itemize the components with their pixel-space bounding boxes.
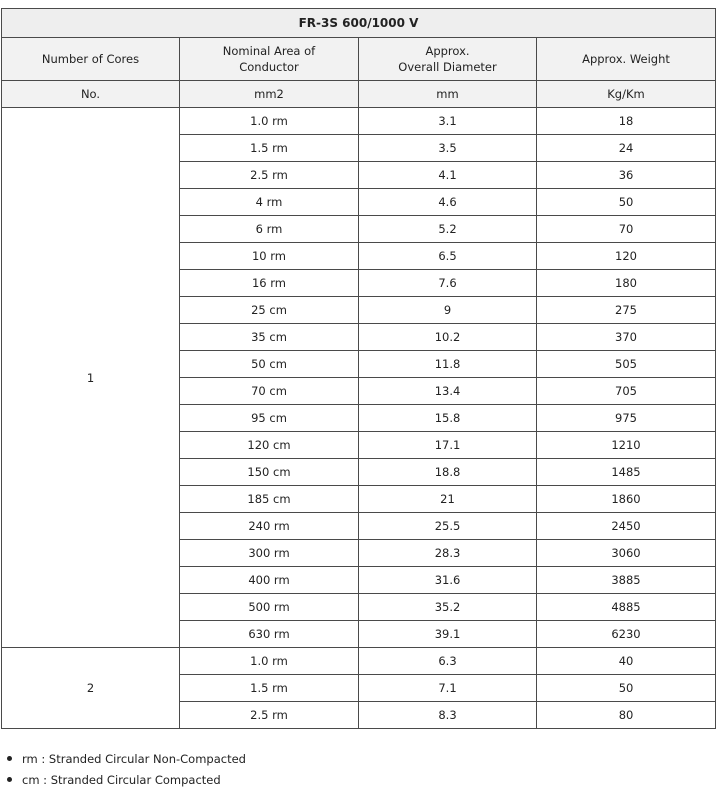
cell-overall-diameter: 31.6: [359, 567, 537, 594]
cell-weight: 370: [537, 324, 716, 351]
cell-nominal-area: 50 cm: [180, 351, 359, 378]
cell-nominal-area: 240 rm: [180, 513, 359, 540]
header-overall-diameter: [359, 38, 537, 81]
cell-nominal-area: 185 cm: [180, 486, 359, 513]
cell-nominal-area: 400 rm: [180, 567, 359, 594]
cell-weight: 1860: [537, 486, 716, 513]
cell-overall-diameter: 35.2: [359, 594, 537, 621]
cell-overall-diameter: 15.8: [359, 405, 537, 432]
cell-nominal-area: 500 rm: [180, 594, 359, 621]
bullet-icon: [7, 777, 12, 782]
cell-nominal-area: 10 rm: [180, 243, 359, 270]
cell-overall-diameter: 4.1: [359, 162, 537, 189]
header-nominal-area: [180, 38, 359, 81]
cell-nominal-area: 1.5 rm: [180, 135, 359, 162]
cell-weight: 3885: [537, 567, 716, 594]
note-text: cm : Stranded Circular Compacted: [22, 772, 221, 787]
cell-overall-diameter: 10.2: [359, 324, 537, 351]
cell-nominal-area: 70 cm: [180, 378, 359, 405]
cell-number-of-cores: 1: [2, 108, 180, 648]
cell-overall-diameter: 18.8: [359, 459, 537, 486]
cell-overall-diameter: 28.3: [359, 540, 537, 567]
cell-overall-diameter: 5.2: [359, 216, 537, 243]
cell-weight: 50: [537, 675, 716, 702]
cell-nominal-area: 95 cm: [180, 405, 359, 432]
header-number-of-cores: Number of Cores: [2, 38, 180, 81]
cell-overall-diameter: 7.6: [359, 270, 537, 297]
cell-weight: 80: [537, 702, 716, 729]
cell-weight: 975: [537, 405, 716, 432]
cell-overall-diameter: 6.3: [359, 648, 537, 675]
table-title: FR-3S 600/1000 V: [2, 9, 716, 38]
cell-nominal-area: 2.5 rm: [180, 702, 359, 729]
unit-area: mm2: [180, 81, 359, 108]
cell-weight: 70: [537, 216, 716, 243]
cell-nominal-area: 300 rm: [180, 540, 359, 567]
cell-overall-diameter: 13.4: [359, 378, 537, 405]
cell-overall-diameter: 25.5: [359, 513, 537, 540]
cell-overall-diameter: 9: [359, 297, 537, 324]
cell-weight: 1210: [537, 432, 716, 459]
table-row: [2, 108, 716, 135]
cell-overall-diameter: 4.6: [359, 189, 537, 216]
cell-overall-diameter: 3.1: [359, 108, 537, 135]
cell-overall-diameter: 21: [359, 486, 537, 513]
cell-weight: 1485: [537, 459, 716, 486]
cell-number-of-cores: 2: [2, 648, 180, 729]
cell-weight: 36: [537, 162, 716, 189]
bullet-icon: [7, 756, 12, 761]
header-overall-diameter-text: Approx. Overall Diameter: [398, 44, 497, 74]
cell-weight: 705: [537, 378, 716, 405]
cell-nominal-area: 120 cm: [180, 432, 359, 459]
cell-weight: 180: [537, 270, 716, 297]
cell-nominal-area: 1.0 rm: [180, 108, 359, 135]
cell-weight: 120: [537, 243, 716, 270]
header-weight: Approx. Weight: [537, 38, 716, 81]
cable-spec-table: [1, 8, 716, 729]
cell-weight: 50: [537, 189, 716, 216]
note-text: rm : Stranded Circular Non-Compacted: [22, 751, 246, 766]
cell-nominal-area: 1.0 rm: [180, 648, 359, 675]
table-row: [2, 648, 716, 675]
cell-weight: 18: [537, 108, 716, 135]
cell-overall-diameter: 17.1: [359, 432, 537, 459]
note-item: [7, 769, 246, 790]
cell-nominal-area: 4 rm: [180, 189, 359, 216]
cell-overall-diameter: 3.5: [359, 135, 537, 162]
unit-diameter: mm: [359, 81, 537, 108]
cell-weight: 4885: [537, 594, 716, 621]
unit-cores: No.: [2, 81, 180, 108]
cell-overall-diameter: 6.5: [359, 243, 537, 270]
cell-weight: 3060: [537, 540, 716, 567]
cell-overall-diameter: 11.8: [359, 351, 537, 378]
cell-nominal-area: 16 rm: [180, 270, 359, 297]
cell-nominal-area: 150 cm: [180, 459, 359, 486]
header-nominal-area-text: Nominal Area of Conductor: [222, 44, 316, 74]
cell-nominal-area: 25 cm: [180, 297, 359, 324]
cell-weight: 24: [537, 135, 716, 162]
cell-overall-diameter: 8.3: [359, 702, 537, 729]
cell-nominal-area: 630 rm: [180, 621, 359, 648]
cell-nominal-area: 2.5 rm: [180, 162, 359, 189]
cell-weight: 275: [537, 297, 716, 324]
cell-nominal-area: 6 rm: [180, 216, 359, 243]
cable-spec-table-container: [1, 8, 716, 729]
cell-weight: 6230: [537, 621, 716, 648]
unit-weight: Kg/Km: [537, 81, 716, 108]
cell-weight: 2450: [537, 513, 716, 540]
cell-overall-diameter: 39.1: [359, 621, 537, 648]
cell-weight: 40: [537, 648, 716, 675]
cell-nominal-area: 1.5 rm: [180, 675, 359, 702]
cell-overall-diameter: 7.1: [359, 675, 537, 702]
note-item: [7, 748, 246, 769]
cell-nominal-area: 35 cm: [180, 324, 359, 351]
notes-list: [7, 748, 246, 790]
cell-weight: 505: [537, 351, 716, 378]
table-body: [2, 108, 716, 729]
